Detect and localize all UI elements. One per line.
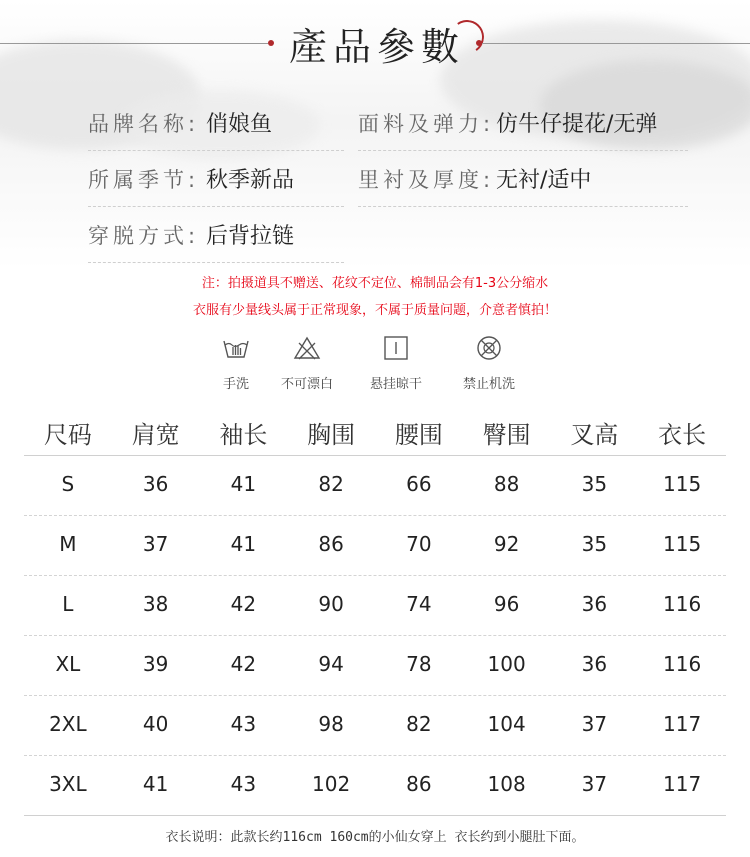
table-cell: 37	[581, 772, 608, 796]
table-cell: 70	[406, 532, 432, 556]
care-label: 悬挂晾干	[369, 377, 422, 392]
table-cell: 2XL	[49, 712, 87, 736]
param-value: 无衬/适中	[496, 168, 592, 193]
column-header: 肩宽	[131, 421, 180, 449]
param-label: 里衬及厚度:	[358, 168, 495, 192]
table-cell: 100	[487, 652, 526, 676]
param-closure	[88, 212, 344, 263]
param-lining	[358, 156, 688, 207]
table-cell: 36	[581, 652, 608, 676]
table-cell: 115	[663, 472, 702, 496]
table-cell: 92	[493, 532, 520, 556]
param-value: 后背拉链	[206, 224, 295, 249]
header-divider-right	[482, 43, 750, 44]
table-cell: 74	[406, 592, 432, 616]
table-cell: L	[62, 592, 74, 616]
table-cell: 66	[406, 472, 432, 496]
param-label: 面料及弹力:	[358, 112, 495, 136]
table-cell: 40	[142, 712, 169, 736]
table-cell: 115	[663, 532, 702, 556]
length-note: 衣长说明：此款长约116cm 160cm的小仙女穿上 衣长约到小腿肚下面。	[165, 830, 585, 845]
table-row	[24, 636, 726, 696]
table-cell: 88	[493, 472, 520, 496]
table-cell: 37	[142, 532, 169, 556]
table-row	[24, 516, 726, 576]
table-cell: 35	[581, 472, 608, 496]
table-cell: 42	[230, 652, 257, 676]
table-cell: 39	[142, 652, 169, 676]
notice-line: 注：拍摄道具不赠送、花纹不定位、棉制品会有1-3公分缩水	[201, 276, 549, 291]
table-cell: M	[59, 532, 77, 556]
care-item-no-bleach	[257, 335, 357, 392]
page-title: 產品參數	[288, 25, 465, 69]
table-cell: XL	[55, 652, 81, 676]
table-cell: 86	[406, 772, 432, 796]
care-item-no-machine-wash	[439, 335, 539, 392]
table-cell: 41	[142, 772, 169, 796]
header-divider-left	[0, 43, 268, 44]
table-cell: 82	[318, 472, 344, 496]
table-cell: 98	[318, 712, 344, 736]
table-cell: 35	[581, 532, 608, 556]
hand-wash-icon	[222, 335, 250, 361]
no-bleach-icon	[293, 335, 321, 361]
table-cell: 117	[663, 772, 702, 796]
column-header: 胸围	[307, 421, 356, 449]
column-header: 叉高	[570, 421, 619, 449]
no-machine-wash-icon	[475, 335, 503, 361]
table-cell: 102	[312, 772, 351, 796]
size-table	[24, 417, 726, 816]
table-cell: 116	[663, 592, 702, 616]
table-cell: 117	[663, 712, 702, 736]
size-table-header	[24, 417, 726, 456]
table-cell: 90	[318, 592, 344, 616]
care-item-hang-dry	[346, 335, 446, 392]
table-cell: 82	[406, 712, 432, 736]
table-cell: 3XL	[49, 772, 87, 796]
table-row	[24, 696, 726, 756]
header-dot-left	[268, 40, 274, 46]
table-row	[24, 456, 726, 516]
column-header: 衣长	[658, 421, 707, 449]
hang-dry-icon	[382, 335, 410, 361]
table-row	[24, 576, 726, 636]
table-cell: S	[61, 472, 75, 496]
param-value: 俏娘鱼	[206, 112, 273, 137]
table-cell: 38	[142, 592, 169, 616]
notice-text	[0, 270, 750, 324]
table-cell: 108	[487, 772, 526, 796]
table-cell: 41	[230, 472, 257, 496]
table-cell: 43	[230, 712, 257, 736]
care-label: 不可漂白	[280, 377, 333, 392]
table-cell: 36	[142, 472, 169, 496]
table-cell: 37	[581, 712, 608, 736]
table-cell: 104	[487, 712, 526, 736]
param-season	[88, 156, 344, 207]
table-cell: 116	[663, 652, 702, 676]
table-cell: 42	[230, 592, 257, 616]
care-label: 禁止机洗	[462, 377, 515, 392]
table-cell: 41	[230, 532, 257, 556]
table-cell: 86	[318, 532, 344, 556]
param-label: 穿脱方式:	[88, 224, 200, 248]
column-header: 袖长	[219, 421, 268, 449]
column-header: 腰围	[394, 421, 443, 449]
table-cell: 36	[581, 592, 608, 616]
section-header	[0, 16, 750, 76]
param-label: 品牌名称:	[88, 112, 200, 136]
table-cell: 94	[318, 652, 344, 676]
param-value: 仿牛仔提花/无弹	[496, 112, 658, 137]
column-header: 尺码	[43, 421, 92, 449]
table-cell: 96	[493, 592, 520, 616]
care-label: 手洗	[222, 377, 249, 392]
param-value: 秋季新品	[206, 168, 295, 193]
param-brand	[88, 100, 344, 151]
param-fabric	[358, 100, 688, 151]
table-cell: 78	[406, 652, 432, 676]
column-header: 臀围	[482, 421, 531, 449]
notice-line: 衣服有少量线头属于正常现象，不属于质量问题，介意者慎拍！	[192, 303, 557, 318]
param-label: 所属季节:	[88, 168, 200, 192]
table-row	[24, 756, 726, 816]
table-cell: 43	[230, 772, 257, 796]
